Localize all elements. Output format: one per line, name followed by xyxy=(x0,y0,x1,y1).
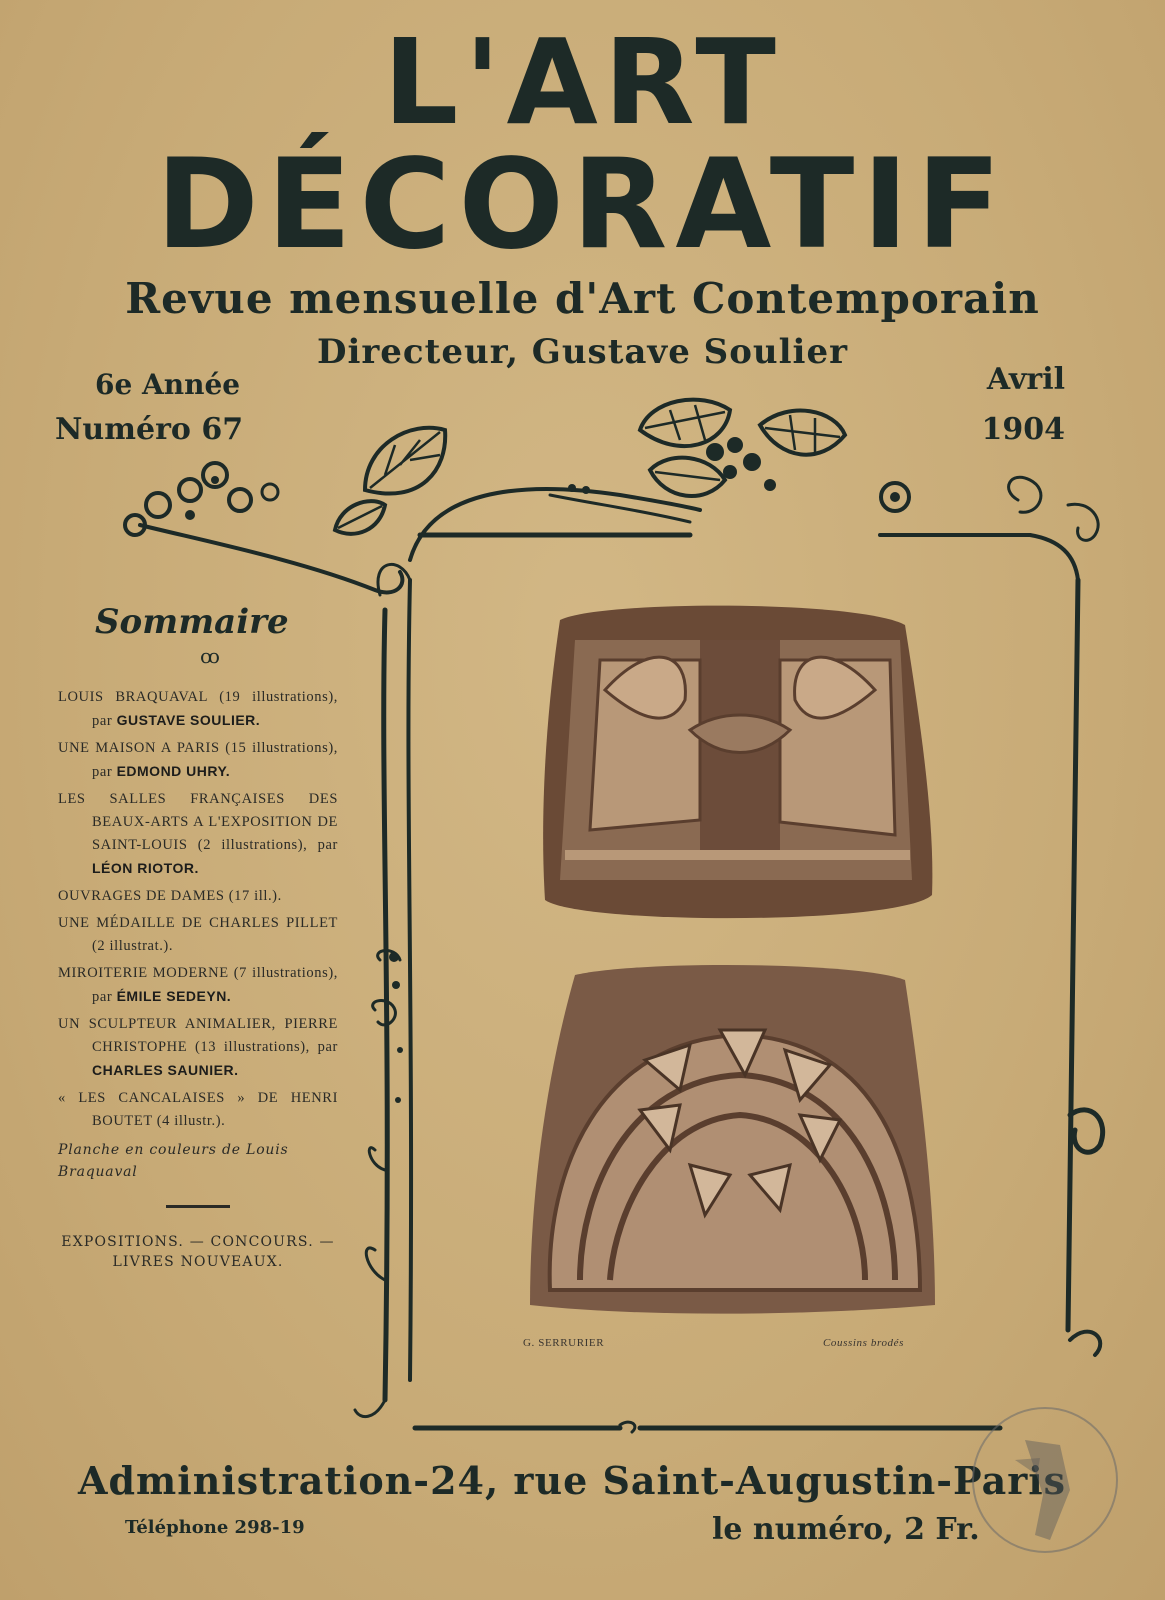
toc-item: UN SCULPTEUR ANIMALIER, PIERRE CHRISTOPHE (13 illustrations), par CHARLES SAUNIER. xyxy=(58,1016,338,1078)
caption-right: Coussins brodés xyxy=(823,1337,905,1349)
sommaire-ornament: ꝏ xyxy=(200,644,220,668)
toc-item: MIROITERIE MODERNE (7 illustrations), par ÉMILE SEDEYN. xyxy=(58,965,338,1005)
caption-left: G. SERRURIER xyxy=(523,1337,605,1349)
price: le numéro, 2 Fr. xyxy=(712,1512,980,1547)
title-line1: L'ART xyxy=(383,13,782,151)
subtitle: Revue mensuelle d'Art Contemporain xyxy=(125,274,1040,323)
administration-address: Administration-24, rue Saint-Augustin-Paris xyxy=(78,1458,1067,1503)
planche-note: Planche en couleurs de Louis Braquaval xyxy=(58,1142,289,1180)
telephone: Téléphone 298-19 xyxy=(125,1517,305,1538)
director-line: Directeur, Gustave Soulier xyxy=(316,332,848,372)
sommaire-title: Sommaire xyxy=(95,602,289,642)
toc-last-item: EXPOSITIONS. — CONCOURS. — LIVRES NOUVEAUX. xyxy=(61,1234,335,1270)
annee-label: 6e Année xyxy=(95,368,241,401)
month-label: Avril xyxy=(986,362,1065,397)
numero-label: Numéro 67 xyxy=(55,412,244,447)
toc-item: UNE MAISON A PARIS (15 illustrations), par EDMOND UHRY. xyxy=(58,740,338,780)
toc-item: « LES CANCALAISES » DE HENRI BOUTET (4 illustr.). xyxy=(58,1090,338,1129)
cushion-image-bottom xyxy=(530,965,935,1314)
toc-divider xyxy=(166,1205,230,1208)
toc-item: UNE MÉDAILLE DE CHARLES PILLET (2 illustrat.). xyxy=(58,915,338,954)
cushion-image-top xyxy=(543,606,932,919)
toc-item: LES SALLES FRANÇAISES DES BEAUX-ARTS A L'EXPOSITION DE SAINT-LOUIS (2 illustrations), par LÉON RIOTOR. xyxy=(58,791,338,876)
table-of-contents xyxy=(58,686,338,1272)
title-line2: DÉCORATIF xyxy=(155,133,1010,277)
toc-item: LOUIS BRAQUAVAL (19 illustrations), par GUSTAVE SOULIER. xyxy=(58,689,338,729)
year-label: 1904 xyxy=(981,412,1065,447)
toc-item: OUVRAGES DE DAMES (17 ill.). xyxy=(58,888,282,904)
library-stamp-icon xyxy=(965,1400,1125,1560)
